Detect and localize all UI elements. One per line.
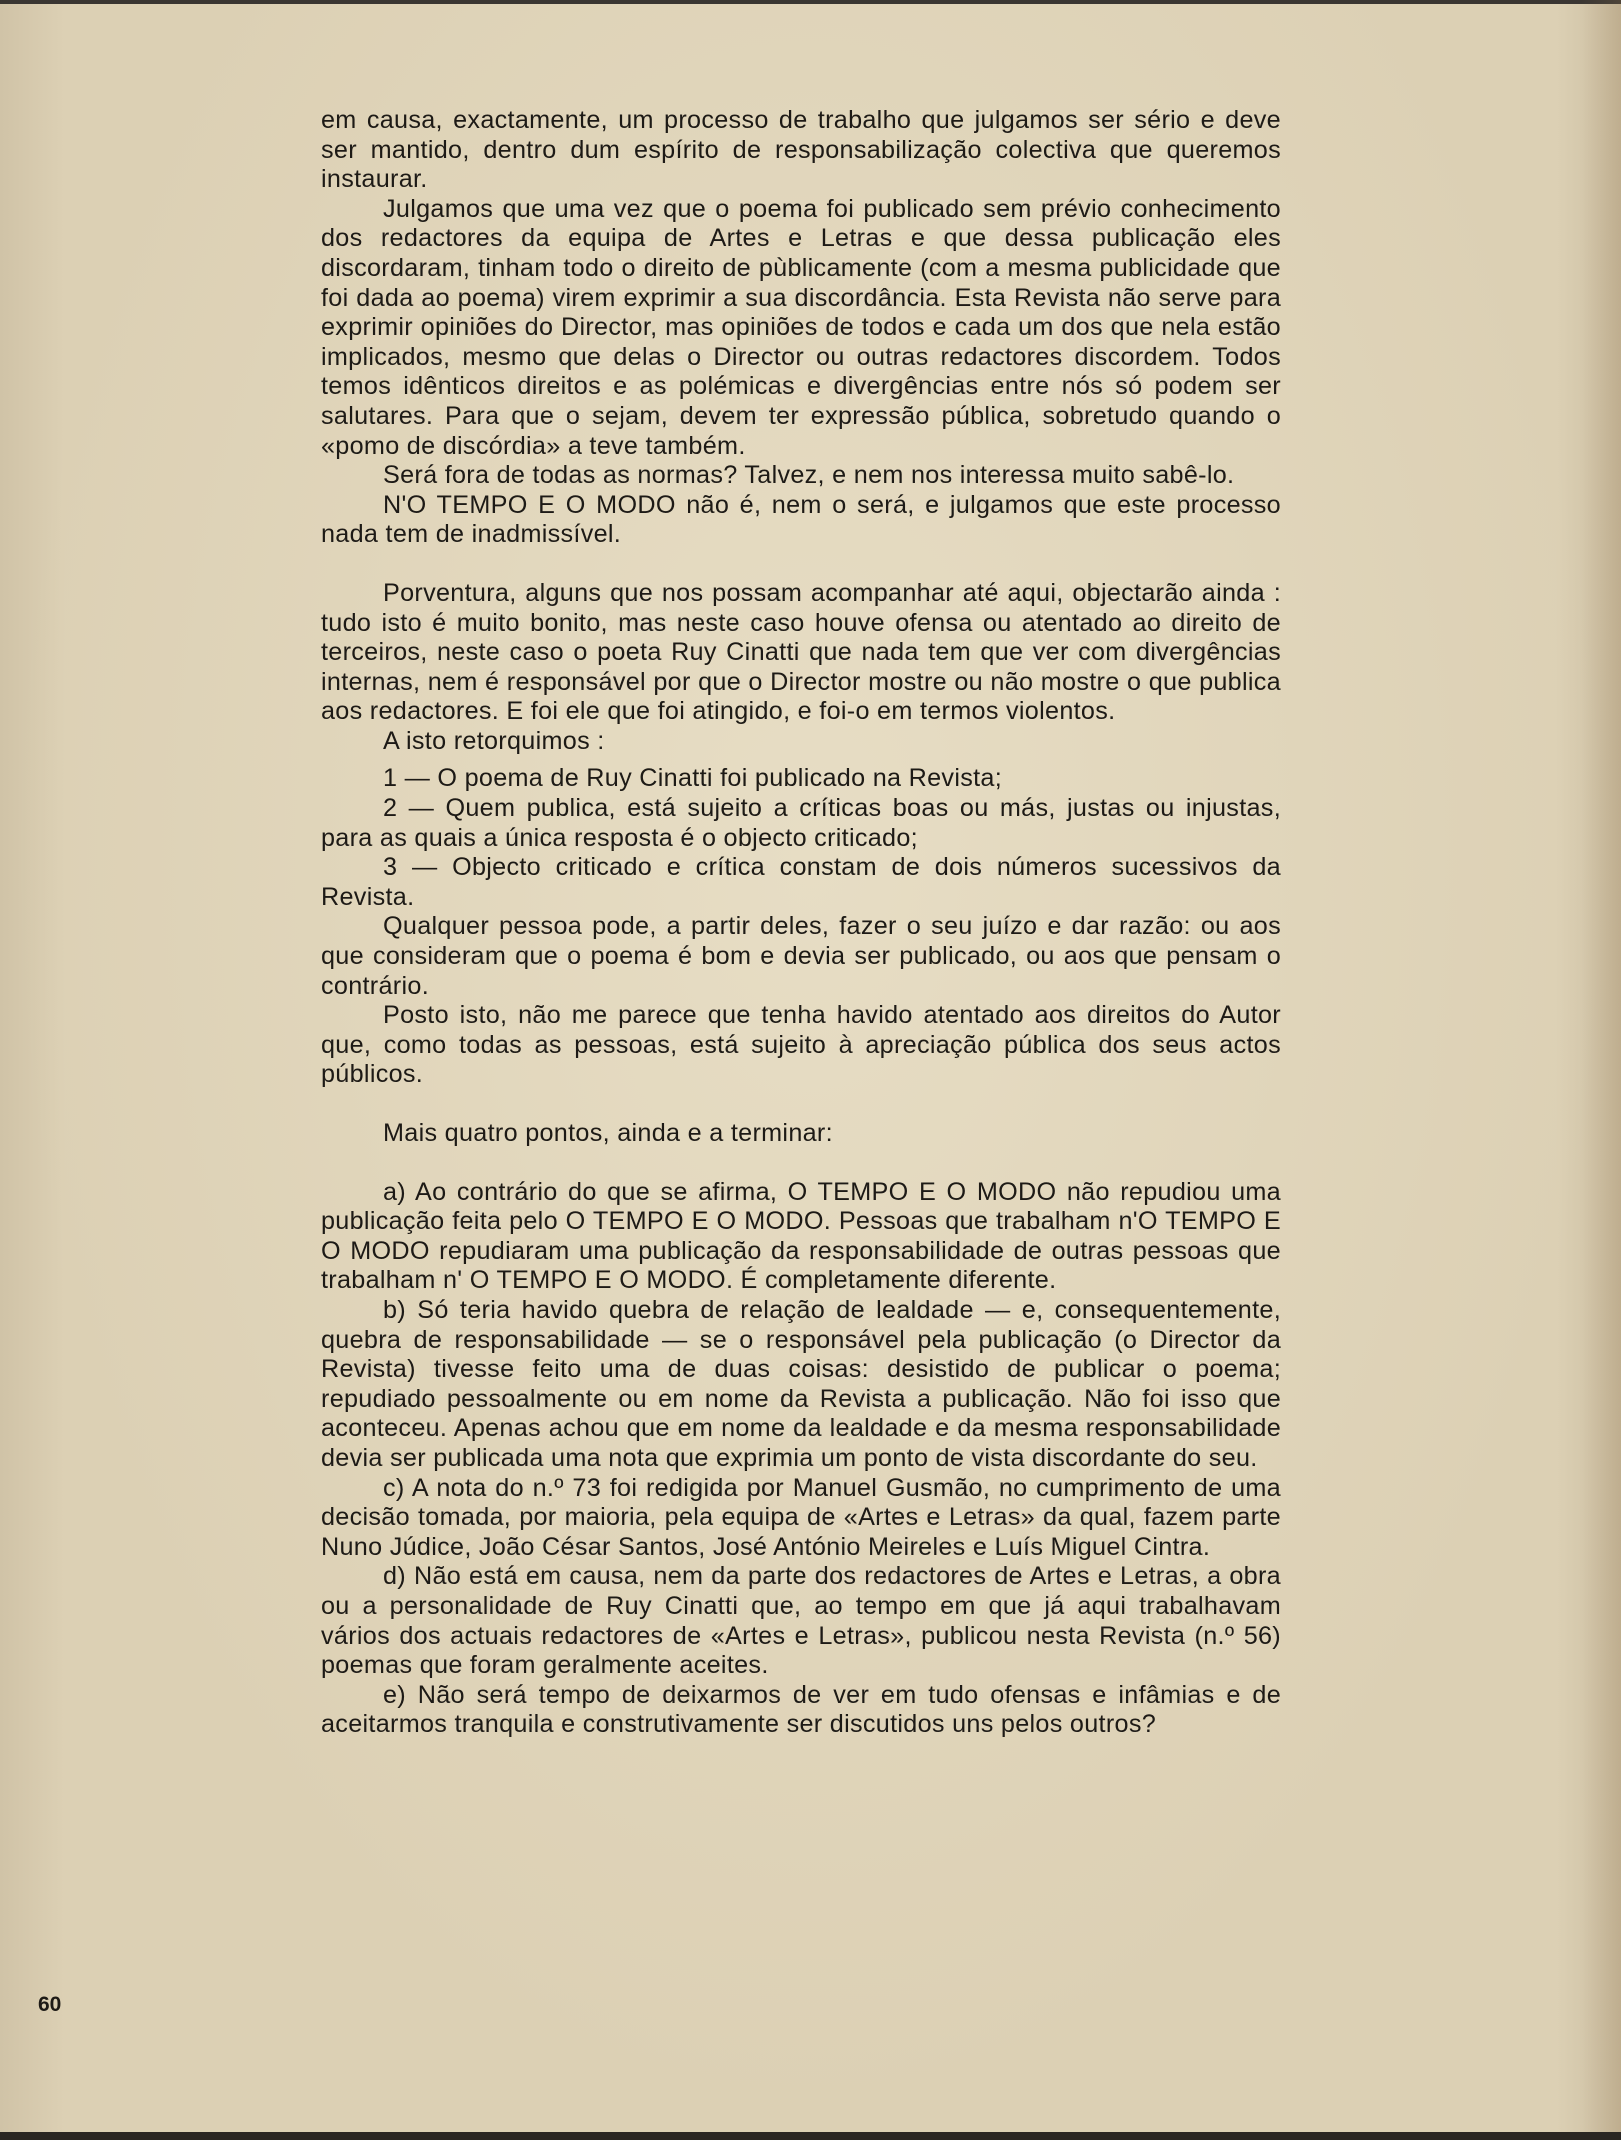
paragraph-spacer [321,550,1281,579]
paragraph: N'O TEMPO E O MODO não é, nem o será, e julgamos que este processo nada tem de inadmissível. [321,490,1281,549]
paragraph: Qualquer pessoa pode, a partir deles, fazer o seu juízo e dar razão: ou aos que consideram que o poema é bom e devia ser publicado, ou aos que pensam o contrário. [321,912,1281,1000]
paragraph-spacer [321,1090,1281,1119]
paragraph: Será fora de todas as normas? Talvez, e nem nos interessa muito sabê-lo. [383,461,1235,490]
paragraph: Porventura, alguns que nos possam acompanhar até aqui, objectarão ainda : tudo isto é muito bonito, mas neste caso houve ofensa ou atentado ao direito de terceiros, neste caso o poeta Ruy Cinatti que nada tem que ver com divergências internas, nem é responsável por que o Director mostre ou não mostre o que publica aos redactores. E foi ele que foi atingido, e foi-o em termos violentos. [321,578,1281,726]
paragraph: Mais quatro pontos, ainda e a terminar: [383,1119,833,1147]
paragraph: Julgamos que uma vez que o poema foi publicado sem prévio conhecimento dos redactores da equipa de Artes e Letras e que dessa publicação eles discordaram, tinham todo o direito de pùblicamente (com a mesma publicidade que foi dada ao poema) virem exprimir a sua discordância. Esta Revista não serve para exprimir opiniões do Director, mas opiniões de todos e cada um dos que nela estão implicados, mesmo que delas o Director ou outras redactores discordem. Todos temos idênticos direitos e as polémicas e divergências entre nós só podem ser salutares. Para que o sejam, devem ter expressão pública, sobretudo quando o «pomo de discórdia» a teve também. [321,194,1281,460]
lettered-point: d) Não está em causa, nem da parte dos redactores de Artes e Letras, a obra ou a personalidade de Ruy Cinatti que, ao tempo em que já aqui trabalhavam vários dos actuais redactores de «Artes e Letras», publicou nesta Revista (n.º 56) poemas que foram geralmente aceites. [321,1562,1281,1680]
numbered-point: 1 — O poema de Ruy Cinatti foi publicado na Revista; [383,764,1003,793]
lettered-point: c) A nota do n.º 73 foi redigida por Manuel Gusmão, no cumprimento de uma decisão tomada, por maioria, pela equipa de «Artes e Letras» da qual, fazem parte Nuno Júdice, João César Santos, José António Meireles e Luís Miguel Cintra. [321,1473,1281,1561]
paragraph: A isto retorquimos : [383,726,605,755]
body-text [321,106,1281,1740]
page-number: 60 [38,1993,62,2016]
lettered-point: e) Não será tempo de deixarmos de ver em tudo ofensas e infâmias e de aceitarmos tranquila e construtivamente ser discutidos uns pelos outros? [321,1680,1281,1739]
paragraph: Posto isto, não me parece que tenha havido atentado aos direitos do Autor que, como todas as pessoas, está sujeito à apreciação pública dos seus actos públicos. [321,1001,1281,1089]
paragraph-spacer [321,756,1281,764]
numbered-point: 3 — Objecto criticado e crítica constam de dois números sucessivos da Revista. [321,853,1281,911]
page-top-edge [0,0,1621,4]
page-edge-shading [1581,0,1621,2140]
lettered-point: a) Ao contrário do que se afirma, O TEMPO E O MODO não repudiou uma publicação feita pelo O TEMPO E O MODO. Pessoas que trabalham n'O TEMPO E O MODO repudiaram uma publicação da responsabilidade de outras pessoas que trabalham n' O TEMPO E O MODO. É completamente diferente. [321,1177,1281,1295]
paragraph-spacer [321,1149,1281,1178]
lettered-point: b) Só teria havido quebra de relação de lealdade — e, consequentemente, quebra de responsabilidade — se o responsável pela publicação (o Director da Revista) tivesse feito uma de duas coisas: desistido de publicar o poema; repudiado pessoalmente ou em nome da Revista a publicação. Não foi isso que aconteceu. Apenas achou que em nome da lealdade e da mesma responsabilidade devia ser publicada uma nota que exprimia um ponto de vista discordante do seu. [321,1295,1281,1472]
numbered-point: 2 — Quem publica, está sujeito a críticas boas ou más, justas ou injustas, para as quais a única resposta é o objecto criticado; [321,794,1281,852]
page-bottom-edge [0,2132,1621,2140]
paragraph: em causa, exactamente, um processo de trabalho que julgamos ser sério e deve ser mantido, dentro dum espírito de responsabilização colectiva que queremos instaurar. [321,106,1281,194]
